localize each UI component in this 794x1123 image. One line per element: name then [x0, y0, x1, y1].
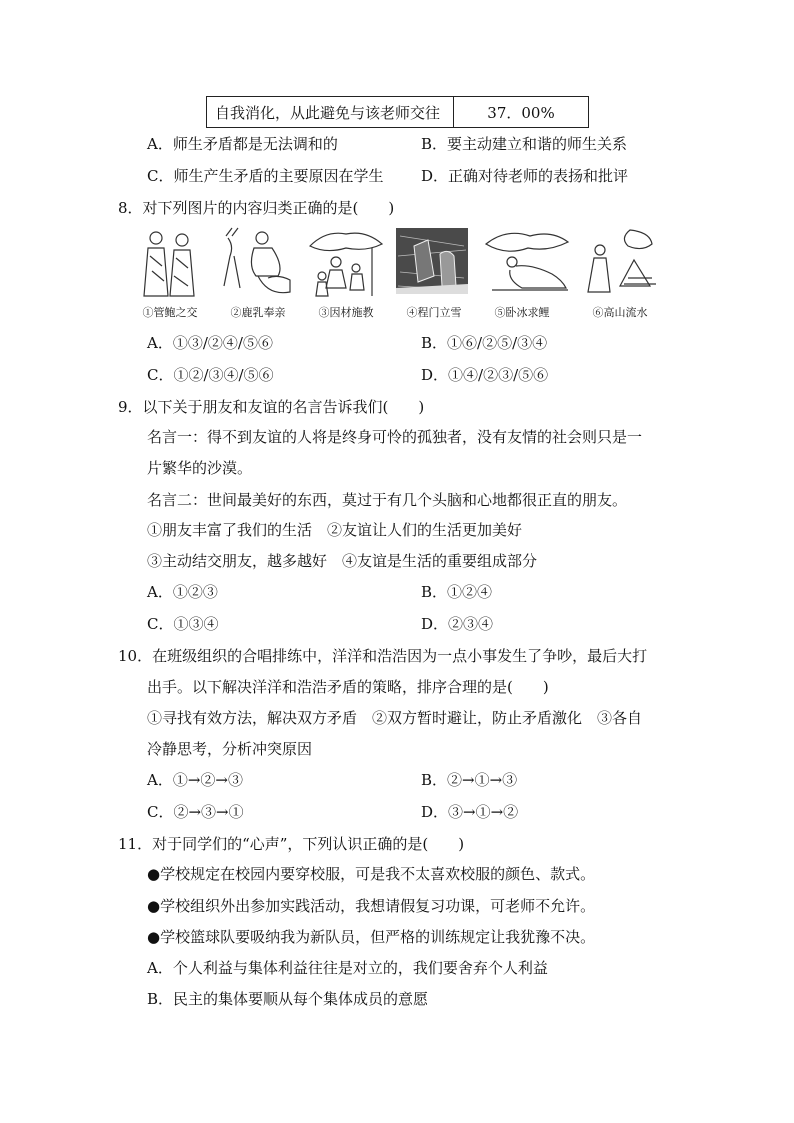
q9-option-c: C．①③④ [147, 615, 219, 633]
q9-statements-1-2: ①朋友丰富了我们的生活 ②友谊让人们的生活更加美好 [147, 521, 523, 539]
q9-option-b: B．①②④ [421, 583, 493, 601]
lying-on-ice-illustration [482, 226, 572, 298]
picture-5 [482, 226, 562, 319]
picture-caption: ⑥高山流水 [592, 306, 648, 319]
table-row [207, 97, 589, 128]
picture-4 [394, 226, 474, 319]
q9-quote-1-cont: 片繁华的沙漠。 [147, 459, 253, 477]
table-cell-percent: 37．00% [454, 97, 589, 128]
mountain-water-illustration [580, 226, 660, 298]
q8-option-a: A．①③/②④/⑤⑥ [147, 334, 273, 352]
q11-option-b: B．民主的集体要顺从每个集体成员的意愿 [147, 990, 429, 1008]
picture-caption: ⑤卧冰求鲤 [494, 306, 550, 319]
teacher-and-students-illustration [306, 226, 386, 298]
q10-statements: ①寻找有效方法，解决双方矛盾 ②双方暂时避让，防止矛盾激化 ③各自 [147, 709, 643, 727]
q8-option-b: B．①⑥/②⑤/③④ [421, 334, 548, 352]
q9-quote-1: 名言一：得不到友谊的人将是终身可怜的孤独者，没有友情的社会则只是一 [147, 428, 643, 446]
q7-option-c: C．师生产生矛盾的主要原因在学生 [147, 167, 384, 185]
q9-option-a: A．①②③ [147, 583, 218, 601]
q9-option-d: D．②③④ [421, 615, 494, 633]
q10-option-a: A．①→②→③ [147, 771, 243, 789]
picture-3 [306, 226, 386, 319]
q10-option-d: D．③→①→② [421, 803, 519, 821]
picture-caption: ①管鲍之交 [142, 306, 198, 319]
snow-door-illustration [394, 226, 474, 298]
survey-result-table [206, 96, 589, 128]
table-cell-option: 自我消化，从此避免与该老师交往 [207, 97, 454, 128]
q11-bullet-3: ●学校篮球队要吸纳我为新队员，但严格的训练规定让我犹豫不决。 [147, 928, 596, 946]
q9-quote-2: 名言二：世间最美好的东西，莫过于有几个头脑和心地都很正直的朋友。 [147, 491, 628, 509]
picture-1 [130, 226, 210, 319]
q10-option-b: B．②→①→③ [421, 771, 518, 789]
q10-stem: 10．在班级组织的合唱排练中，洋洋和浩浩因为一点小事发生了争吵，最后大打 [118, 647, 648, 665]
picture-6 [580, 226, 660, 319]
q10-statements-cont: 冷静思考，分析冲突原因 [147, 740, 313, 758]
picture-2 [218, 226, 298, 319]
q11-bullet-2: ●学校组织外出参加实践活动，我想请假复习功课，可老师不允许。 [147, 897, 596, 915]
picture-caption: ③因材施教 [318, 306, 374, 319]
picture-caption: ④程门立雪 [406, 306, 462, 319]
q9-stem: 9．以下关于朋友和友谊的名言告诉我们( ) [118, 398, 425, 416]
q7-option-d: D．正确对待老师的表扬和批评 [421, 167, 629, 185]
two-figures-illustration [130, 226, 210, 298]
q11-stem: 11．对于同学们的“心声”，下列认识正确的是( ) [118, 835, 465, 853]
q7-option-a: A．师生矛盾都是无法调和的 [147, 135, 338, 153]
q10-stem-cont: 出手。以下解决洋洋和浩浩矛盾的策略，排序合理的是( ) [147, 678, 549, 696]
deer-and-figure-illustration [218, 226, 298, 298]
q11-bullet-1: ●学校规定在校园内要穿校服，可是我不太喜欢校服的颜色、款式。 [147, 865, 596, 883]
q8-stem: 8．对下列图片的内容归类正确的是( ) [118, 199, 395, 217]
q8-picture-strip [130, 226, 660, 326]
q8-option-d: D．①④/②③/⑤⑥ [421, 366, 549, 384]
q8-option-c: C．①②/③④/⑤⑥ [147, 366, 274, 384]
q9-statements-3-4: ③主动结交朋友，越多越好 ④友谊是生活的重要组成部分 [147, 552, 538, 570]
q11-option-a: A．个人利益与集体利益往往是对立的，我们要舍弃个人利益 [147, 959, 548, 977]
picture-caption: ②鹿乳奉亲 [230, 306, 286, 319]
q7-option-b: B．要主动建立和谐的师生关系 [421, 135, 628, 153]
q10-option-c: C．②→③→① [147, 803, 244, 821]
